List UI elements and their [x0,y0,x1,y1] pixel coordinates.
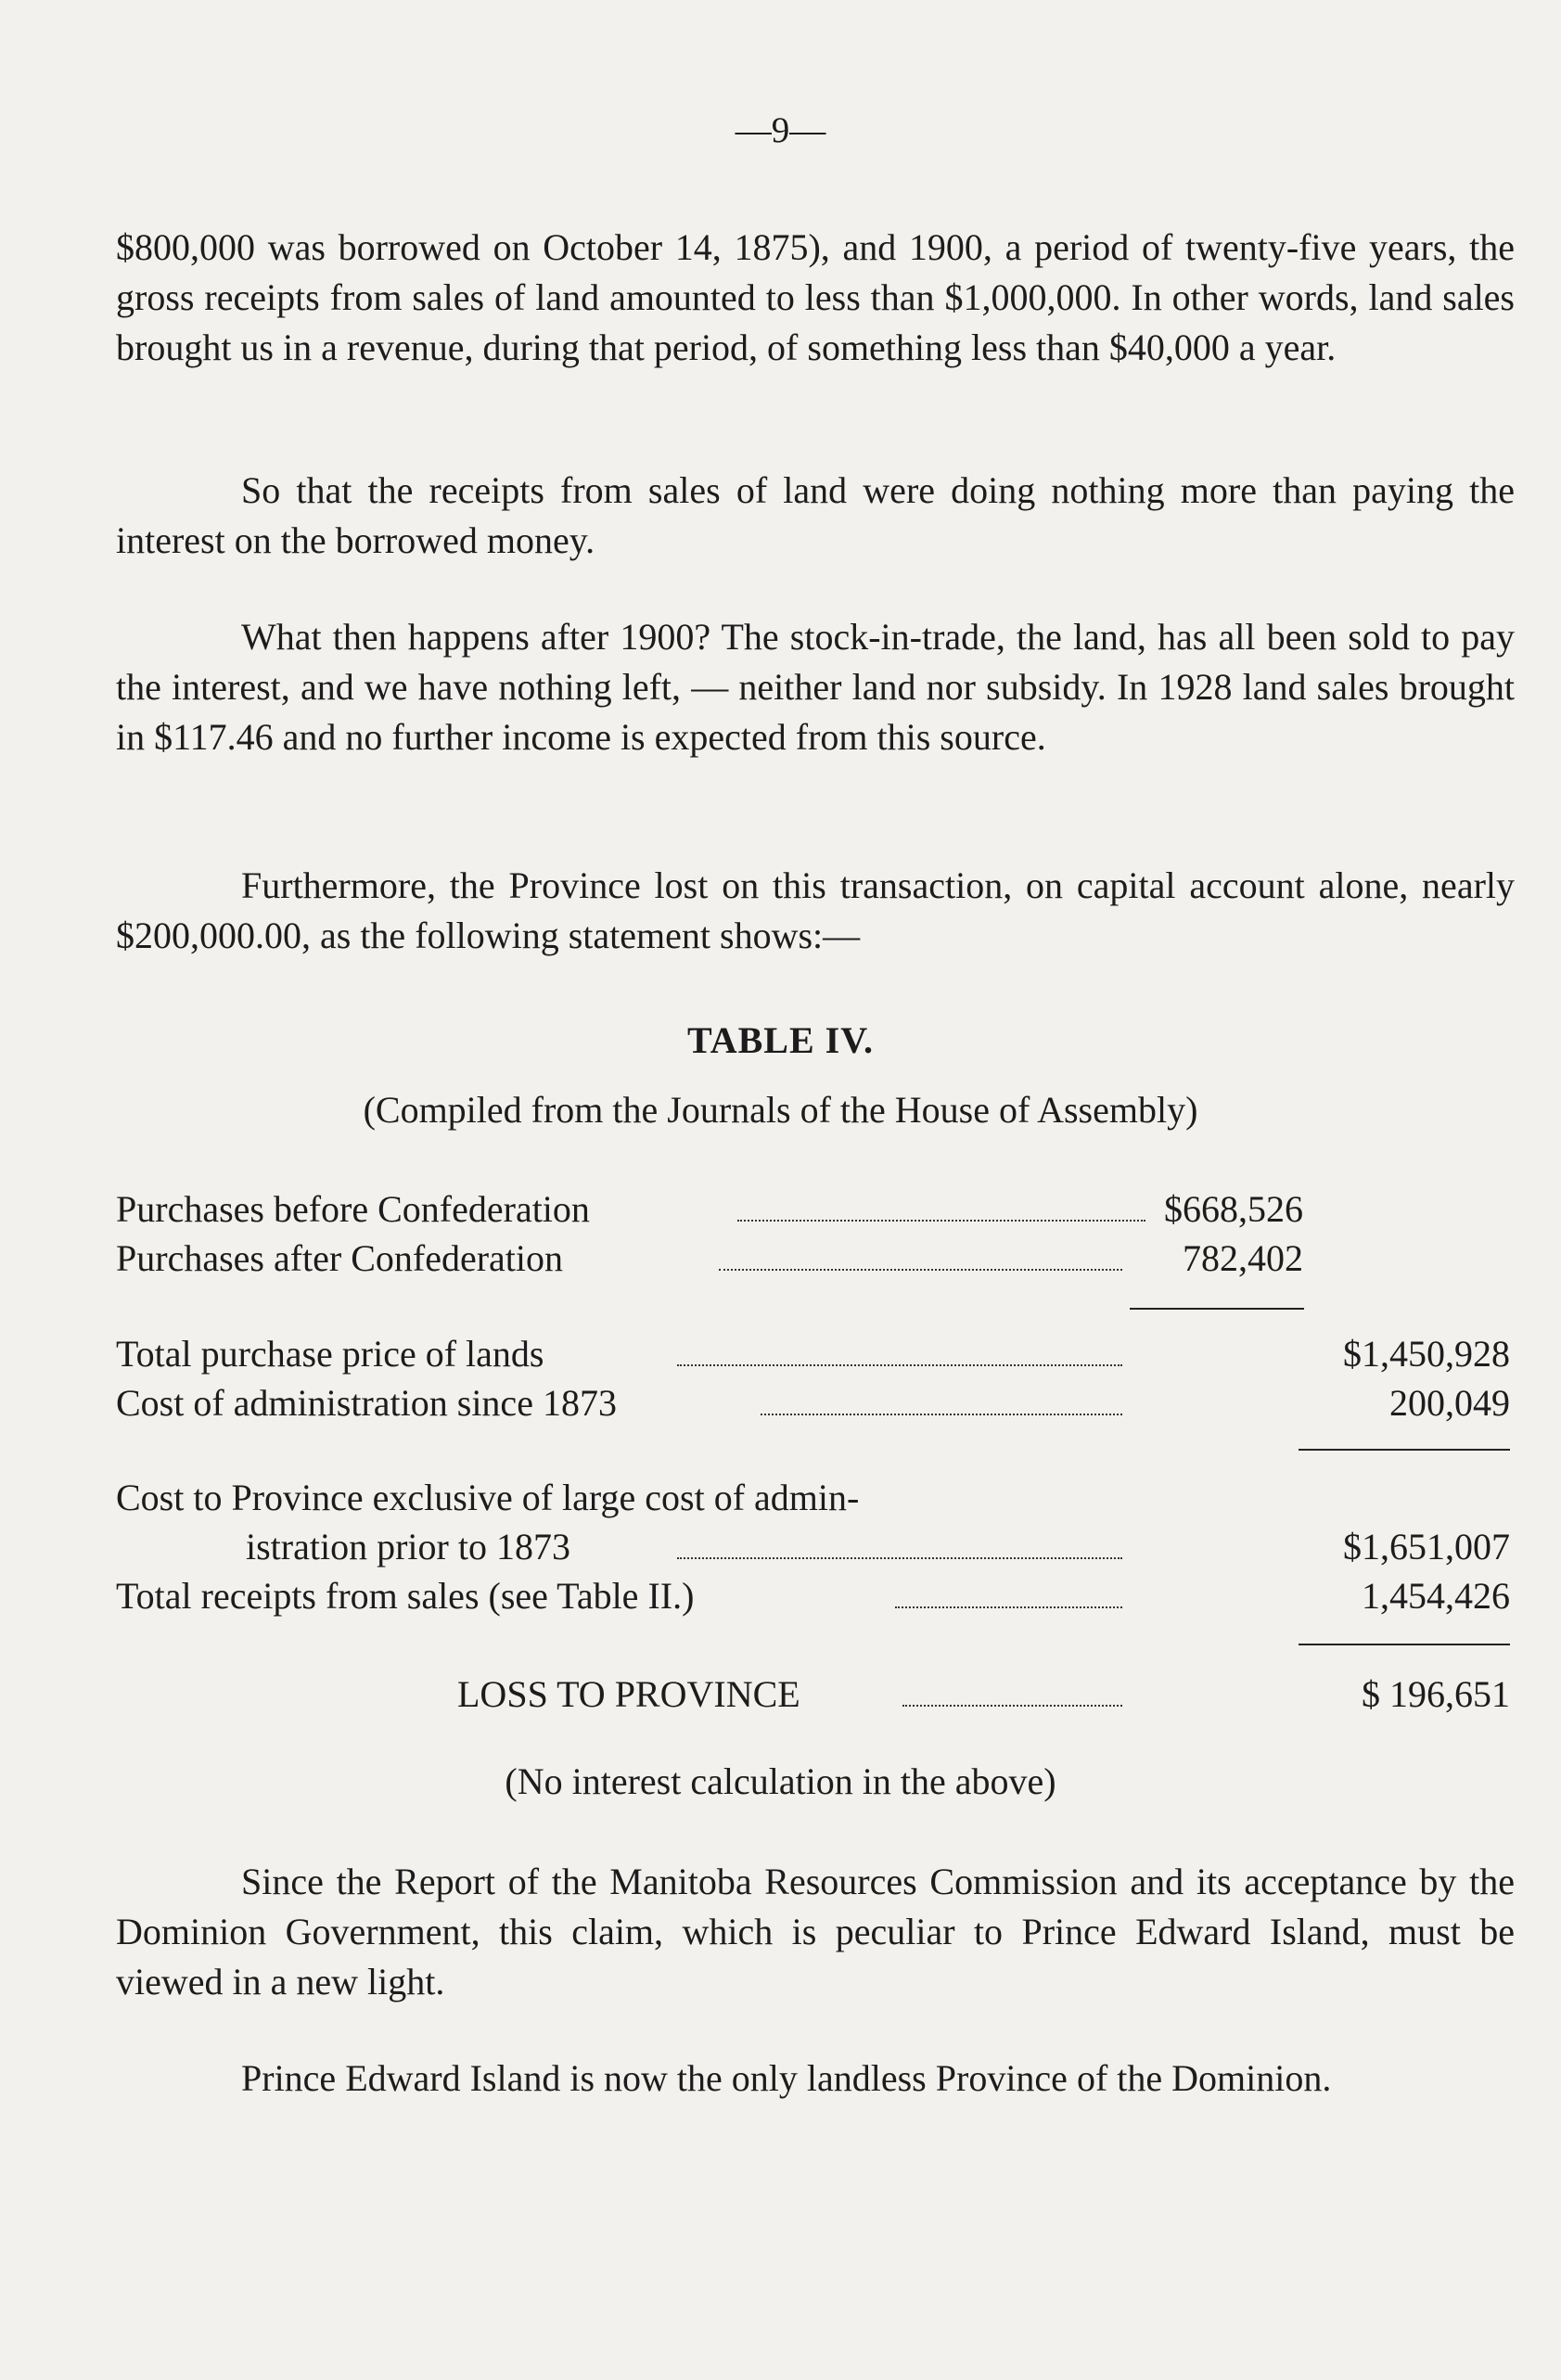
page-number: —9— [735,110,826,150]
loss-value: $ 196,651 [1362,1673,1510,1715]
paragraph-landless: Prince Edward Island is now the only landless Province of the Dominion. [241,2057,1332,2099]
paragraph-land-receipts: $800,000 was borrowed on October 14, 1875), and 1900, a period of twenty-five years, the gross receipts from sales of land amounted to less than $1,000,000. In other words, land sales brought us in a revenue, during that period, of something less than $40,000 a year. [116,226,1515,368]
dot-leader [677,1364,1122,1366]
row-value: 782,402 [1183,1237,1303,1279]
total-rule [1299,1644,1510,1645]
row-label: Cost of administration since 1873 [116,1382,617,1424]
table-row [116,1234,1122,1284]
dot-leader [902,1705,1122,1707]
row-label: Total receipts from sales (see Table II.) [116,1575,695,1617]
row-value: 1,454,426 [1362,1575,1510,1617]
row-label-line2: istration prior to 1873 [246,1526,570,1567]
row-label-line1: Cost to Province exclusive of large cost of admin- [116,1477,860,1518]
paragraph-after-1900: What then happens after 1900? The stock-in-trade, the land, has all been sold to pay the interest, and we have nothing left, — neither land nor subsidy. In 1928 land sales brought in $117.46 and no further income is expected from this source. [116,616,1515,758]
loss-label: LOSS TO PROVINCE [457,1673,800,1715]
table-row [246,1522,1122,1572]
table-row [116,1329,1122,1379]
row-value: $1,651,007 [1343,1526,1510,1567]
subtotal-rule [1299,1449,1510,1451]
row-label: Total purchase price of lands [116,1333,544,1375]
row-value: 200,049 [1389,1382,1510,1424]
table-subtitle: (Compiled from the Journals of the House of Assembly) [363,1089,1198,1131]
table-title: TABLE IV. [687,1019,874,1061]
row-value: $668,526 [1164,1188,1303,1230]
paragraph-capital-loss: Furthermore, the Province lost on this transaction, on capital account alone, nearly $200,000.00, as the following statement shows:— [116,864,1515,956]
dot-leader [677,1557,1122,1559]
table-row [457,1670,1122,1720]
paragraph-manitoba: Since the Report of the Manitoba Resources Commission and its acceptance by the Dominion Government, this claim, which is peculiar to Prince Edward Island, must be viewed in a new light. [116,1861,1515,2003]
dot-leader [761,1414,1122,1415]
table-row [116,1184,1145,1235]
dot-leader [719,1269,1122,1271]
dot-leader [737,1220,1145,1222]
subtotal-rule [1130,1308,1304,1310]
paragraph-interest: So that the receipts from sales of land were doing nothing more than paying the interest on the borrowed money. [116,469,1515,561]
row-label: Purchases after Confederation [116,1237,564,1279]
table-row [116,1378,1122,1428]
table-note: (No interest calculation in the above) [505,1760,1056,1802]
table-row [116,1571,1122,1621]
row-value: $1,450,928 [1343,1333,1510,1375]
table-row [116,1473,1145,1523]
dot-leader [895,1606,1122,1608]
row-label: Purchases before Confederation [116,1188,590,1230]
